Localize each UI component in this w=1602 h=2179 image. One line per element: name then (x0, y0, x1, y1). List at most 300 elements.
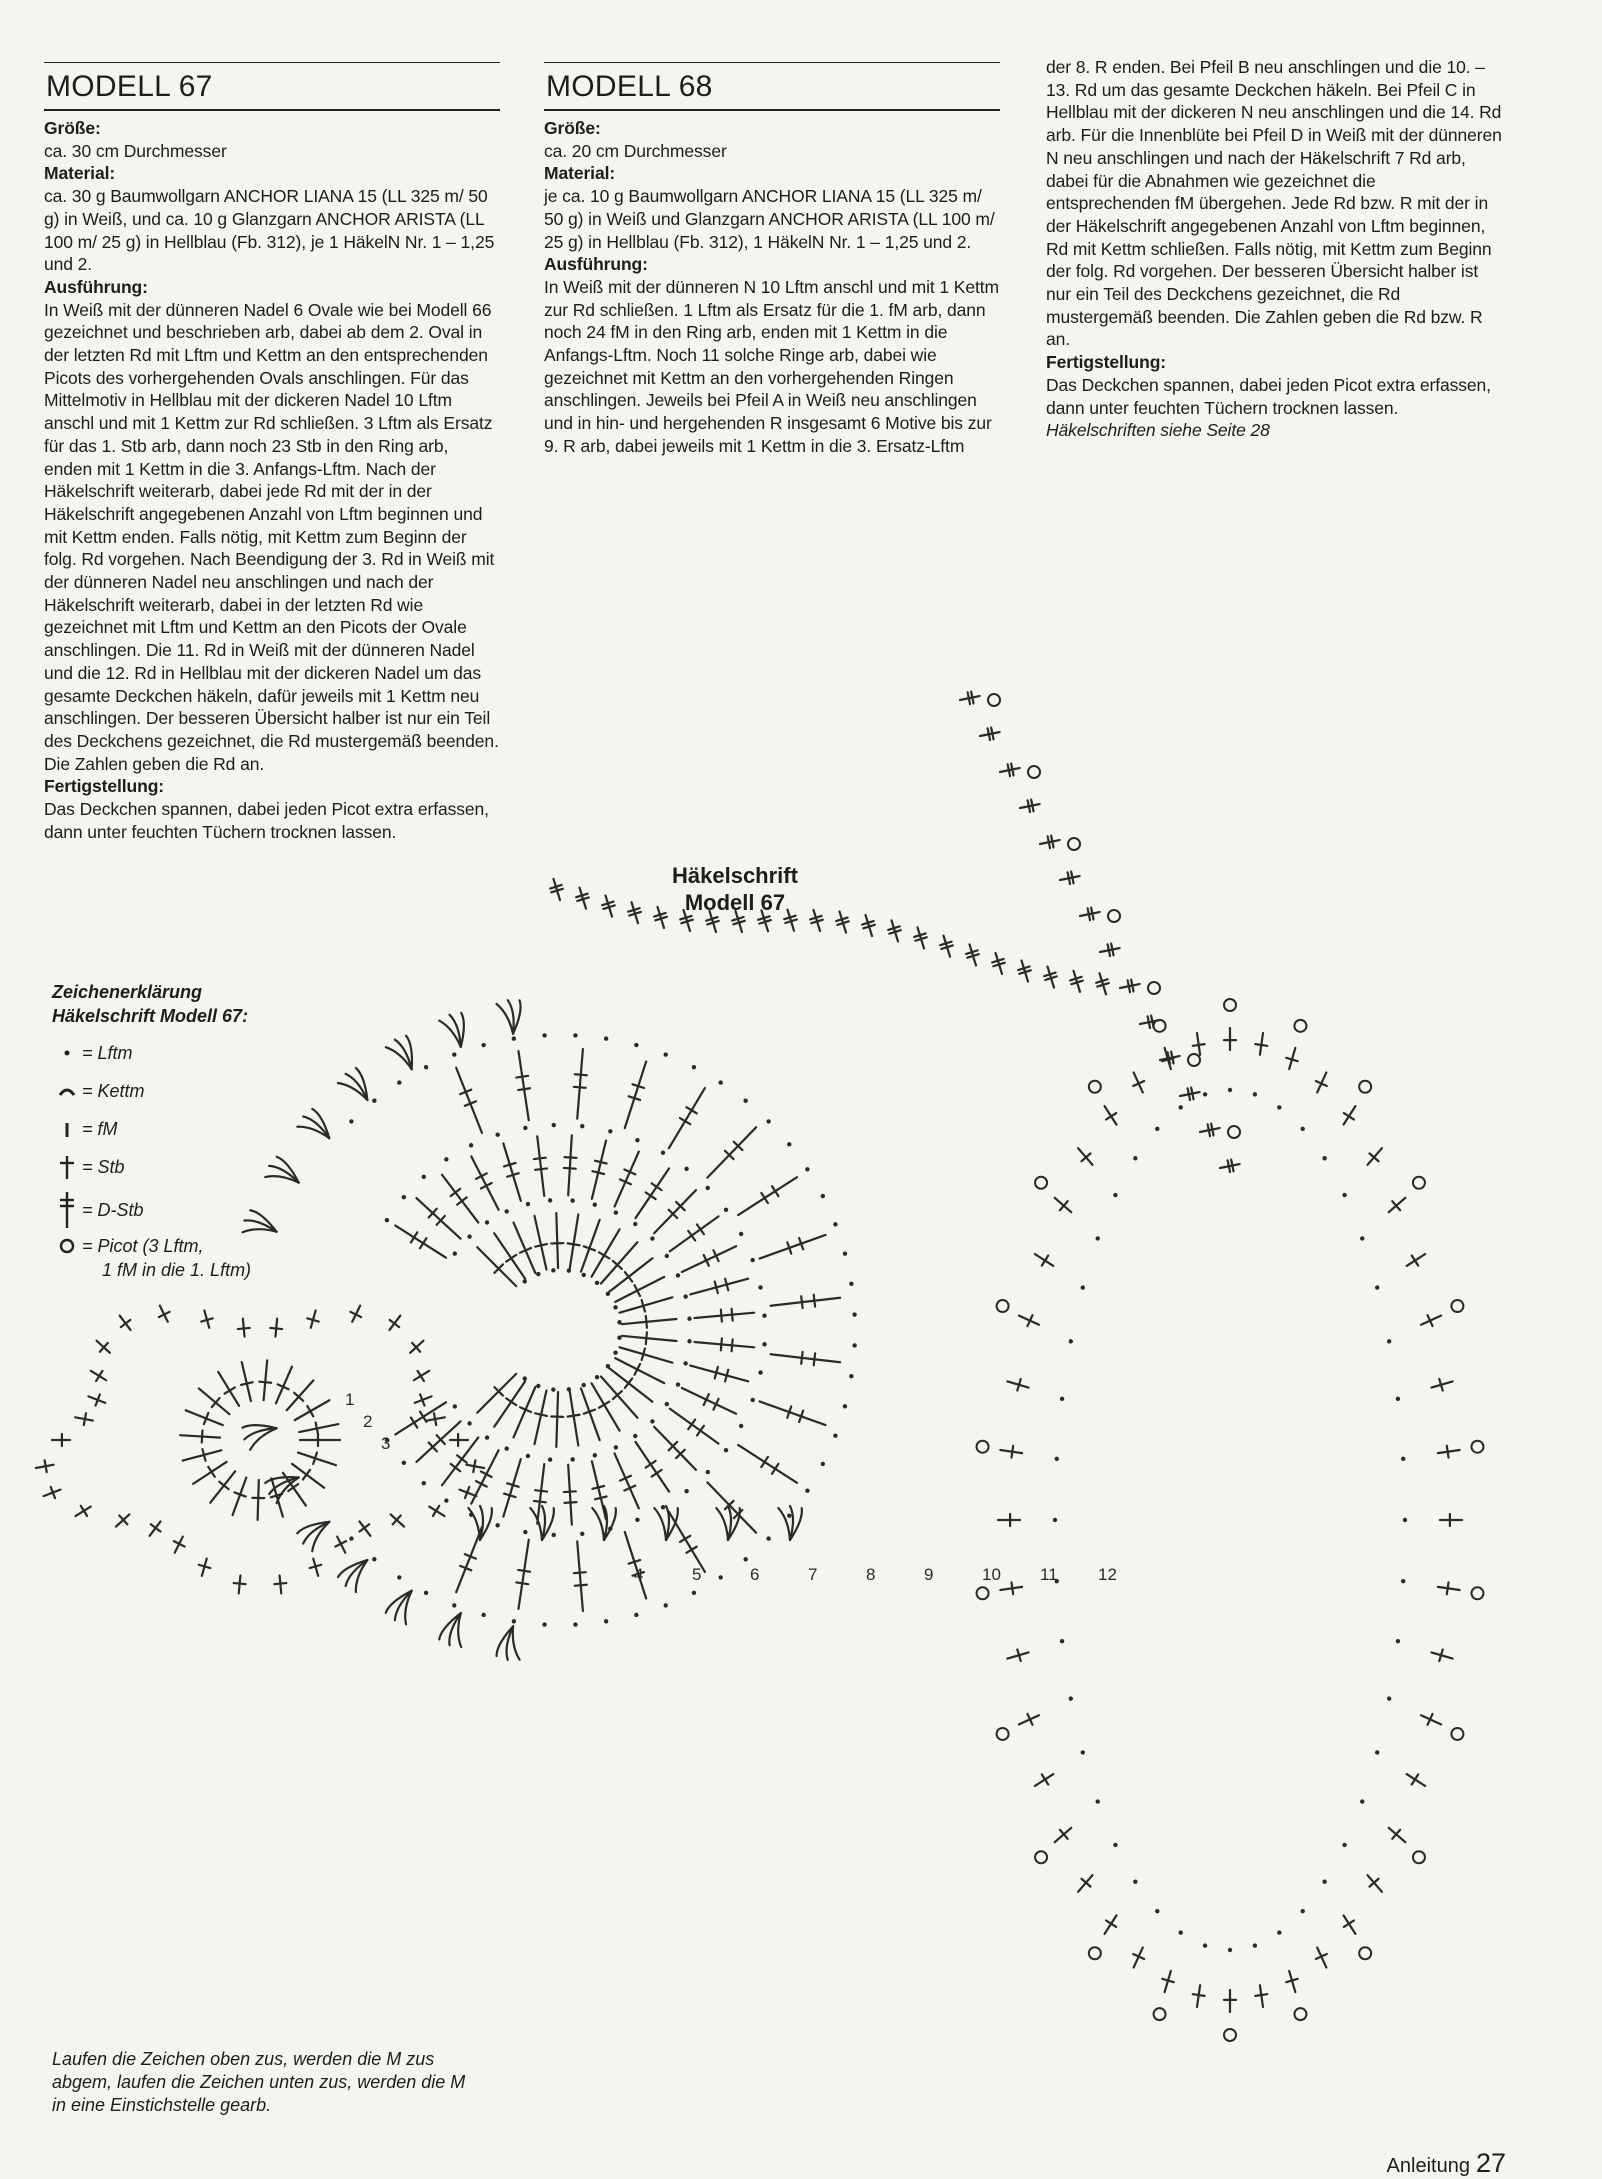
picot-circle (1224, 2029, 1236, 2041)
petal-stroke (243, 1425, 277, 1428)
stitch-bar (564, 1502, 576, 1503)
picot-circle (1471, 1587, 1483, 1599)
chain-dot (1300, 1909, 1304, 1913)
stitch-mark (570, 1391, 579, 1445)
chain-dot (687, 1317, 691, 1321)
chain-dot (504, 1209, 508, 1213)
chain-dot (593, 1203, 597, 1207)
chain-dot (1081, 1285, 1085, 1289)
chain-dot (573, 1622, 577, 1626)
picot-circle (1188, 1054, 1200, 1066)
stitch-mark (442, 1175, 478, 1223)
chain-dot (523, 1126, 527, 1130)
stitch-mark (1389, 1198, 1406, 1212)
chain-dot (843, 1251, 847, 1255)
chain-dot (1360, 1799, 1364, 1803)
ausfuehrung-text-cont: der 8. R enden. Bei Pfeil B neu anschlingen und die 10. – 13. Rd um das gesamte Deckchen häkeln. Bei Pfeil C in Hellblau mit der dickeren N neu anschlingen und die 14. Rd arb. Für die Innenblüte bei Pfeil D in Weiß mit der dünneren N neu anschlingen und nach der Häkelschrift 7 Rd arb, dabei für die Abnahmen wie gezeichnet die entsprechenden fM übergehen. Jede Rd bzw. R mit der in der Häkelschrift angegebenen Anzahl von Lftm beginnen, Rd mit Kettm schließen. Falls nötig, mit Kettm zum Beginn der folg. Rd vorgehen. Der besseren Übersicht halber ist nur ein Teil des Deckchens gezeichnet, die Rd mustergemäß beenden. Die Zahlen geben die Rd bzw. R an. (1046, 57, 1502, 350)
chain-dot (633, 1222, 637, 1226)
stitch-mark (180, 1435, 220, 1437)
stitch-bar (1031, 800, 1033, 812)
chain-dot (614, 1210, 618, 1214)
stitch-mark (622, 1319, 677, 1324)
chain-dot (453, 1404, 457, 1408)
chart-label-line1: Häkelschrift (672, 863, 798, 888)
stitch-bar (1051, 836, 1053, 848)
stitch-bar (518, 1570, 530, 1572)
picot-circle (1451, 1300, 1463, 1312)
groesse-heading: Größe: (44, 118, 101, 138)
stitch-bar (592, 1486, 604, 1489)
round-number-label: 3 (381, 1434, 391, 1453)
legend-label: = Lftm (82, 1043, 133, 1063)
chain-dot (548, 1457, 552, 1461)
stitch-mark (477, 1247, 516, 1286)
stitch-mark (568, 1465, 572, 1525)
stitch-bar (1344, 1113, 1354, 1119)
chain-dot (1155, 1127, 1159, 1131)
petal-stroke (439, 1021, 461, 1047)
chain-dot (570, 1457, 574, 1461)
chain-dot (650, 1236, 654, 1240)
chain-dot (1277, 1105, 1281, 1109)
chain-dot (1342, 1843, 1346, 1847)
chain-dot (604, 1036, 608, 1040)
chain-dot (1300, 1127, 1304, 1131)
picot-circle (997, 1300, 1009, 1312)
picot-circle (1035, 1851, 1047, 1863)
stitch-bar (1091, 908, 1093, 920)
stitch-bar (411, 1232, 417, 1242)
stitch-bar (1193, 1044, 1205, 1046)
stitch-mark (503, 1459, 520, 1516)
stitch-mark (1368, 1148, 1382, 1165)
chain-dot (542, 1622, 546, 1626)
picot-circle (977, 1441, 989, 1453)
chain-dot (1055, 1457, 1059, 1461)
stitch-mark (615, 1152, 639, 1207)
chain-dot (1081, 1750, 1085, 1754)
chain-dot (805, 1167, 809, 1171)
chain-dot (787, 1142, 791, 1146)
picot-circle (1035, 1177, 1047, 1189)
stitch-mark (592, 1383, 620, 1430)
stitch-mark (738, 1177, 797, 1215)
stitch-bar (732, 1339, 733, 1351)
chain-dot (849, 1282, 853, 1286)
chain-dot (718, 1080, 722, 1084)
chain-dot (664, 1052, 668, 1056)
fertigstellung-heading: Fertigstellung: (44, 776, 165, 797)
stitch-bar (1108, 944, 1110, 956)
stitch-mark (264, 1360, 268, 1400)
legend-label: = Stb (82, 1157, 125, 1177)
legend-label: = fM (82, 1119, 118, 1139)
stitch-bar (238, 1328, 250, 1329)
chain-dot (372, 1557, 376, 1561)
stitch-bar (688, 1231, 695, 1241)
stitch-mark (295, 1400, 330, 1420)
picot-circle (1089, 1947, 1101, 1959)
chain-dot (751, 1398, 755, 1402)
stitch-bar (270, 1328, 282, 1329)
picot-circle (1471, 1441, 1483, 1453)
stitch-mark (690, 1279, 748, 1295)
stitch-bar (121, 1320, 131, 1327)
picot-circle (1294, 2008, 1306, 2020)
chain-dot (633, 1434, 637, 1438)
chain-dot (608, 1129, 612, 1133)
stitch-bar (1042, 1774, 1048, 1784)
petal-stroke (592, 1508, 604, 1540)
chain-dot (1228, 1088, 1232, 1092)
chain-dot (683, 1361, 687, 1365)
stitch-bar (1255, 1994, 1267, 1996)
chain-dot (582, 1273, 586, 1277)
chain-dot (1133, 1156, 1137, 1160)
petal-stroke (530, 1508, 542, 1540)
chain-dot (1053, 1518, 1057, 1522)
chain-dot (604, 1619, 608, 1623)
stitch-bar (564, 1491, 576, 1492)
chain-dot (467, 1234, 471, 1238)
stitch-mark (669, 1512, 705, 1572)
stitch-bar (473, 1460, 475, 1472)
chain-dot (349, 1119, 353, 1123)
stitch-bar (680, 1536, 690, 1542)
stitch-bar (801, 1296, 802, 1308)
stitch-bar (418, 1371, 424, 1381)
stitch-bar (316, 1423, 318, 1435)
stitch-bar (1412, 1774, 1418, 1784)
stitch-mark (518, 1051, 528, 1120)
stitch-bar (506, 1398, 516, 1405)
stitch-mark (1368, 1875, 1382, 1892)
stitch-mark (242, 1362, 251, 1401)
chain-dot (758, 1285, 762, 1289)
stitch-mark (442, 1437, 478, 1485)
stitch-mark (601, 1377, 637, 1418)
chain-dot (706, 1470, 710, 1474)
stitch-bar (732, 1309, 733, 1321)
stitch-bar (1231, 1160, 1233, 1172)
chain-dot (787, 1513, 791, 1517)
chain-dot (739, 1232, 743, 1236)
chain-dot (551, 1387, 555, 1391)
chain-dot (762, 1314, 766, 1318)
legend-label: = Picot (3 Lftm, (82, 1236, 204, 1256)
stitch-bar (1011, 1582, 1013, 1594)
chain-dot (536, 1384, 540, 1388)
stitch-mark (670, 1216, 719, 1251)
stitch-bar (991, 728, 993, 740)
stitch-bar (84, 1413, 86, 1425)
stitch-mark (636, 1442, 670, 1492)
chain-dot (573, 1033, 577, 1037)
stitch-mark (568, 1135, 572, 1195)
stitch-mark (416, 1421, 460, 1462)
stitch-bar (568, 1243, 580, 1245)
stitch-bar (1148, 1016, 1150, 1028)
ausfuehrung-heading: Ausführung: (44, 276, 148, 297)
stitch-bar (535, 1244, 547, 1247)
petal-stroke (461, 1013, 464, 1047)
chain-dot (402, 1461, 406, 1465)
stitch-mark (299, 1424, 338, 1432)
chain-dot (1322, 1156, 1326, 1160)
stitch-mark (1389, 1828, 1406, 1842)
stitch-bar (202, 1431, 203, 1443)
chain-dot (526, 1202, 530, 1206)
chain-dot (1401, 1457, 1405, 1461)
stitch-bar (564, 1168, 576, 1169)
stitch-bar (1106, 1920, 1116, 1926)
chain-dot (614, 1445, 618, 1449)
chain-dot (706, 1186, 710, 1190)
stitch-bar (686, 1107, 696, 1113)
stitch-mark (670, 1409, 719, 1444)
chart-label-line2: Modell 67 (684, 890, 786, 915)
stitch-mark (682, 1246, 736, 1272)
fertigstellung-heading: Fertigstellung: (1046, 352, 1167, 373)
chain-dot (452, 1603, 456, 1607)
chain-dot (1203, 1943, 1207, 1947)
chain-dot (595, 1375, 599, 1379)
chain-dot (424, 1065, 428, 1069)
chain-dot (843, 1404, 847, 1408)
chain-dot (548, 1198, 552, 1202)
chain-dot (481, 1043, 485, 1047)
stitch-mark (395, 1226, 446, 1258)
stitch-mark (570, 1214, 579, 1268)
stitch-bar (646, 1316, 647, 1328)
stitch-bar (1193, 1994, 1205, 1996)
chain-dot (1060, 1397, 1064, 1401)
stitch-mark (1078, 1148, 1092, 1165)
stitch-bar (1088, 908, 1090, 920)
chain-dot (650, 1419, 654, 1423)
chain-dot (766, 1536, 770, 1540)
chain-dot (766, 1119, 770, 1123)
chain-dot (1133, 1880, 1137, 1884)
petal-stroke (778, 1508, 790, 1540)
groesse-text: ca. 30 cm Durchmesser (44, 140, 227, 161)
stitch-bar (697, 1426, 704, 1436)
stitch-bar (506, 1255, 516, 1262)
fertigstellung-text: Das Deckchen spannen, dabei jeden Picot extra erfassen, dann unter feuchten Tüchern trocknen lassen. (1046, 374, 1491, 418)
stitch-bar (1255, 1044, 1267, 1046)
chain-dot (552, 1533, 556, 1537)
stitch-bar (411, 1418, 417, 1428)
chain-dot (665, 1402, 669, 1406)
stitch-bar (721, 1310, 722, 1322)
chain-dot (692, 1591, 696, 1595)
chain-dot (495, 1133, 499, 1137)
chain-dot (676, 1382, 680, 1386)
stitch-mark (615, 1453, 639, 1508)
stitch-mark (518, 1540, 528, 1609)
chain-dot (724, 1208, 728, 1212)
chain-dot (1228, 1948, 1232, 1952)
chain-dot (758, 1370, 762, 1374)
chain-dot (580, 1124, 584, 1128)
stitch-bar (686, 1547, 696, 1553)
chain-dot (739, 1424, 743, 1428)
picot-circle (1359, 1081, 1371, 1093)
stitch-bar (1008, 764, 1010, 776)
chain-dot (1401, 1579, 1405, 1583)
legend-subtitle: Häkelschrift Modell 67: (52, 1006, 249, 1026)
material-text: ca. 30 g Baumwollgarn ANCHOR LIANA 15 (LL 325 m/ 50 g) in Weiß, und ca. 10 g Glanzgarn ANCHOR ARISTA (LL 100 m/ 25 g) in Hellblau (Fb. 312), je 1 HäkelN Nr. 1 – 1,25 und 2. (44, 186, 495, 275)
picot-circle (1228, 1126, 1240, 1138)
chain-dot (422, 1175, 426, 1179)
chain-dot (495, 1523, 499, 1527)
chain-dot (536, 1272, 540, 1276)
stitch-mark (636, 1168, 670, 1218)
stitch-mark (771, 1298, 841, 1306)
stitch-mark (477, 1374, 516, 1413)
stitch-mark (218, 1372, 239, 1406)
stitch-bar (1011, 764, 1013, 776)
chain-dot (402, 1195, 406, 1199)
chain-dot (485, 1220, 489, 1224)
chain-dot (485, 1435, 489, 1439)
stitch-mark (577, 1541, 583, 1611)
stitch-bar (535, 1490, 547, 1491)
chain-dot (833, 1434, 837, 1438)
chain-dot (805, 1488, 809, 1492)
chain-dot (743, 1557, 747, 1561)
stitch-mark (760, 1401, 826, 1425)
stitch-bar (516, 1076, 528, 1078)
chain-dot (422, 1481, 426, 1485)
stitch-bar (971, 692, 973, 704)
stitch-bar (259, 1382, 271, 1383)
stitch-bar (652, 1183, 662, 1190)
chain-dot (1060, 1639, 1064, 1643)
legend-label: = D-Stb (82, 1200, 144, 1220)
material-heading: Material: (44, 163, 116, 184)
stitch-mark (738, 1445, 797, 1483)
picot-circle (1148, 982, 1160, 994)
picot-circle (1154, 1020, 1166, 1032)
chain-dot (1387, 1696, 1391, 1700)
stitch-bar (1011, 1446, 1013, 1458)
chain-dot (762, 1342, 766, 1346)
stitch-bar (208, 1467, 215, 1477)
stitch-bar (390, 1320, 400, 1327)
stitch-bar (234, 1583, 246, 1584)
round-number-label: 9 (924, 1565, 934, 1584)
chain-dot (743, 1099, 747, 1103)
chain-dot (833, 1222, 837, 1226)
round-number-label: 7 (808, 1565, 818, 1584)
chain-dot (1113, 1843, 1117, 1847)
chart-note: Laufen die Zeichen oben zus, werden die M zus abgem, laufen die Zeichen unten zus, werden die M in eine Einstichstelle gearb. (52, 2049, 466, 2115)
stitch-mark (537, 1136, 544, 1196)
chain-dot (452, 1052, 456, 1056)
picot-circle (988, 694, 1000, 706)
stitch-mark (1055, 1828, 1072, 1842)
chain-dot (634, 1613, 638, 1617)
chain-dot (1096, 1799, 1100, 1803)
chain-dot (1203, 1092, 1207, 1096)
stitch-bar (772, 1186, 779, 1196)
stitch-bar (151, 1524, 161, 1531)
picot-circle (1108, 910, 1120, 922)
chain-dot (551, 1268, 555, 1272)
chain-dot (580, 1532, 584, 1536)
petal-stroke (513, 1626, 520, 1659)
stitch-bar (1106, 1113, 1116, 1119)
page-number: 27 (1475, 2148, 1506, 2178)
stitch-bar (451, 1464, 461, 1471)
stitch-bar (1188, 1088, 1190, 1100)
chain-dot (1396, 1639, 1400, 1643)
picot-circle (997, 1728, 1009, 1740)
chain-dot (1375, 1285, 1379, 1289)
stitch-mark (1078, 1875, 1092, 1892)
chain-dot (635, 1138, 639, 1142)
stitch-bar (420, 1238, 426, 1248)
chain-dot (661, 1151, 665, 1155)
stitch-mark (620, 1347, 673, 1362)
chain-dot (718, 1575, 722, 1579)
chain-dot (683, 1294, 687, 1298)
picot-circle (1451, 1728, 1463, 1740)
stitch-mark (258, 1480, 259, 1520)
picot-circle (1294, 1020, 1306, 1032)
round-number-label: 4 (634, 1565, 644, 1584)
chain-dot (1155, 1909, 1159, 1913)
stitch-bar (433, 1506, 439, 1516)
stitch-bar (595, 1496, 607, 1499)
stitch-bar (1228, 1160, 1230, 1172)
stitch-bar (457, 1197, 467, 1204)
chain-dot (444, 1498, 448, 1502)
chain-dot (661, 1505, 665, 1509)
stitch-mark (456, 1527, 482, 1592)
chain-dot (349, 1536, 353, 1540)
chain-dot (665, 1254, 669, 1258)
chain-dot (687, 1339, 691, 1343)
stitch-mark (471, 1156, 498, 1209)
chain-dot (849, 1374, 853, 1378)
chain-dot (613, 1305, 617, 1309)
chain-dot (593, 1453, 597, 1457)
stitch-bar (680, 1118, 690, 1124)
chain-dot (1360, 1236, 1364, 1240)
stitch-bar (1028, 800, 1030, 812)
stitch-mark (622, 1336, 677, 1341)
chain-dot (684, 1489, 688, 1493)
fertigstellung-text: Das Deckchen spannen, dabei jeden Picot extra erfassen, dann unter feuchten Tüchern trocknen lassen. (44, 799, 489, 842)
petal-stroke (654, 1508, 666, 1540)
chain-dot (542, 1033, 546, 1037)
picot-circle (1224, 999, 1236, 1011)
picot-circle (1068, 838, 1080, 850)
modell-67-title: MODELL 67 (46, 70, 213, 103)
stitch-mark (625, 1061, 646, 1128)
stitch-bar (646, 1332, 647, 1344)
stitch-mark (1055, 1198, 1072, 1212)
stitch-bar (451, 1189, 461, 1196)
petal-stroke (250, 1428, 276, 1449)
stitch-bar (241, 1382, 253, 1385)
stitch-bar (420, 1412, 426, 1422)
round-number-label: 1 (345, 1390, 355, 1409)
stitch-bar (1131, 980, 1133, 992)
stitch-mark (690, 1366, 748, 1382)
